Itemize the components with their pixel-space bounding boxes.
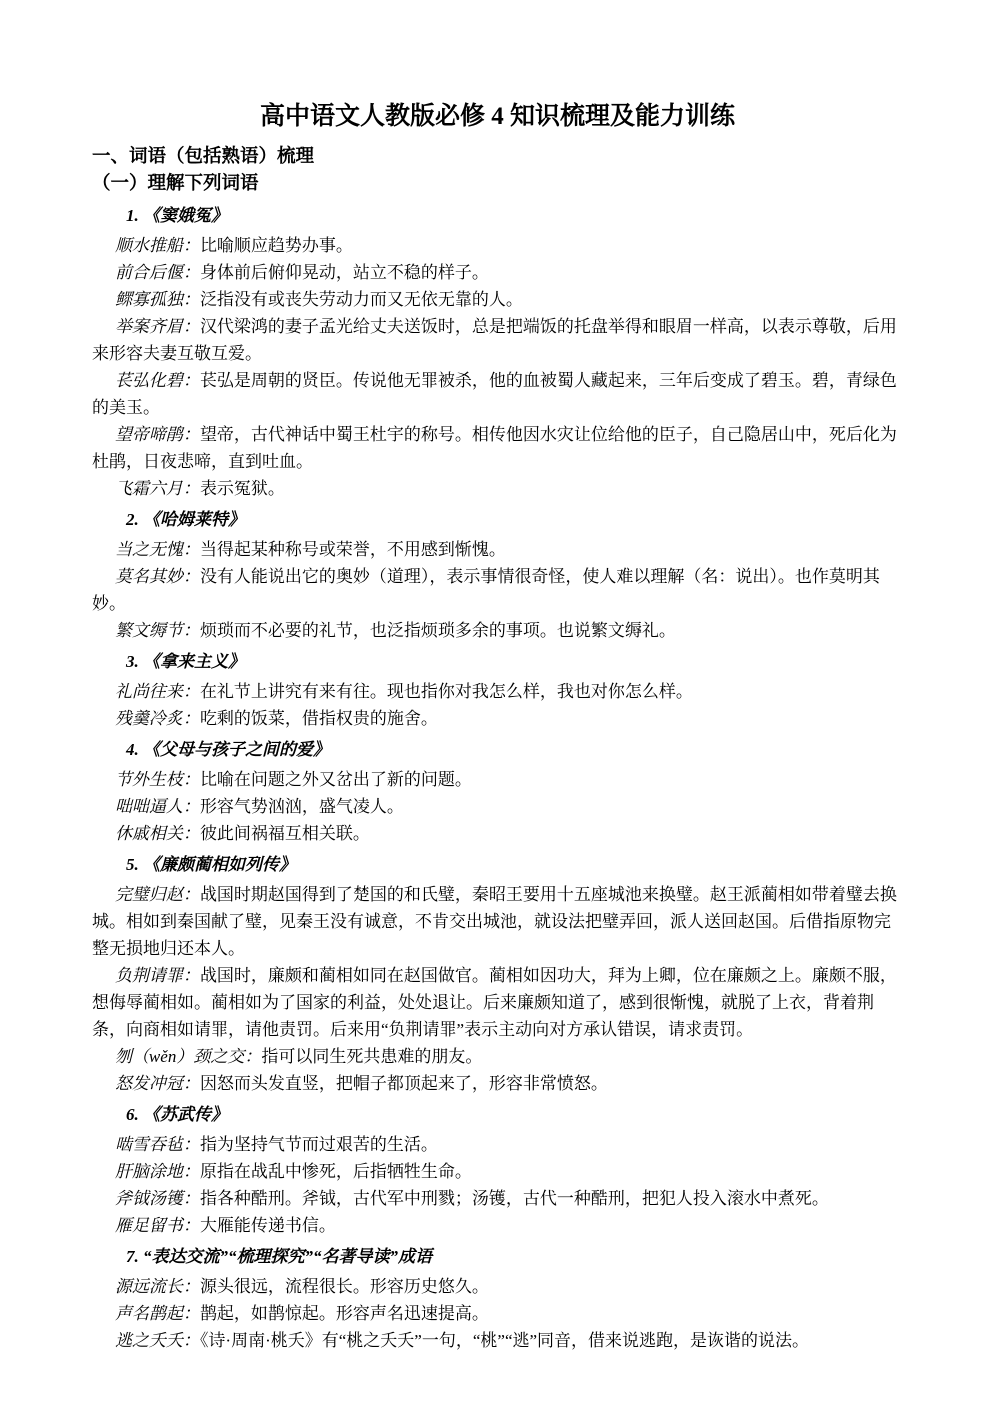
entry-term: 怒发冲冠： xyxy=(114,1074,200,1093)
entry xyxy=(92,881,903,962)
entry-term: 繁文缛节： xyxy=(114,621,200,640)
group-heading-7: 7. “表达交流”“梳理探究”“名著导读”成语 xyxy=(126,1247,432,1266)
entry-definition: 泛指没有或丧失劳动力而又无依无靠的人。 xyxy=(199,290,523,309)
entry-term: 咄咄逼人： xyxy=(114,797,200,816)
entry xyxy=(92,1212,903,1239)
section-heading: 一、词语（包括熟语）梳理 xyxy=(92,147,315,167)
entry-term: 完璧归赵： xyxy=(114,885,200,904)
entry-term: 逃之夭夭： xyxy=(114,1331,200,1350)
entry-term: 顺水推船： xyxy=(114,236,200,255)
entry-definition: 烦琐而不必要的礼节，也泛指烦琐多余的事项。也说繁文缛礼。 xyxy=(199,621,676,640)
entry-term: 节外生枝： xyxy=(114,770,200,789)
entry xyxy=(92,1158,903,1185)
entry-term: 苌弘化碧： xyxy=(114,371,200,390)
entry-definition: 指为坚持气节而过艰苦的生活。 xyxy=(199,1135,438,1154)
entry xyxy=(92,766,903,793)
entry-term: 当之无愧： xyxy=(114,540,200,559)
document-title: 高中语文人教版必修 4 知识梳理及能力训练 xyxy=(259,103,735,130)
group-heading-4: 4. 《父母与孩子之间的爱》 xyxy=(126,740,330,759)
entry-term: 举案齐眉： xyxy=(114,317,200,336)
entry-term: 声名鹊起： xyxy=(114,1304,200,1323)
entry-definition: 苌弘是周朝的贤臣。传说他无罪被杀，他的血被蜀人藏起来，三年后变成了碧玉。碧，青绿色的美玉。 xyxy=(92,371,897,417)
entry-definition: 没有人能说出它的奥妙（道理），表示事情很奇怪，使人难以理解（名：说出）。也作莫明其妙。 xyxy=(92,567,880,613)
entry xyxy=(92,563,903,617)
entry-term: 肝脑涂地： xyxy=(114,1162,200,1181)
entry-definition: 战国时，廉颇和蔺相如同在赵国做官。蔺相如因功大，拜为上卿，位在廉颇之上。廉颇不服，想侮辱蔺相如。蔺相如为了国家的利益，处处退让。后来廉颇知道了，感到很惭愧，就脱了上衣，背着荆条，向商相如请罪，请他责罚。后来用“负荆请罪”表示主动向对方承认错误，请求责罚。 xyxy=(92,966,897,1039)
entry-term: 鳏寡孤独： xyxy=(114,290,200,309)
entry-term: 前合后偃： xyxy=(114,263,200,282)
entry-definition: 指可以同生死共患难的朋友。 xyxy=(261,1047,483,1066)
entry-definition: 身体前后俯仰晃动，站立不稳的样子。 xyxy=(199,263,489,282)
entry-definition: 比喻在问题之外又岔出了新的问题。 xyxy=(199,770,472,789)
entry-definition: 比喻顺应趋势办事。 xyxy=(199,236,353,255)
entry-term: 休戚相关： xyxy=(114,824,200,843)
entry-definition: 原指在战乱中惨死，后指牺牲生命。 xyxy=(199,1162,472,1181)
entry xyxy=(92,678,903,705)
entry xyxy=(92,962,903,1043)
entry-definition: 彼此间祸福互相关联。 xyxy=(199,824,370,843)
entry-term: 源远流长： xyxy=(114,1277,200,1296)
entry-definition: 战国时期赵国得到了楚国的和氏璧，秦昭王要用十五座城池来换璧。赵王派蔺相如带着璧去换城。相如到秦国献了璧，见秦王没有诚意，不肯交出城池，就设法把璧弄回，派人送回赵国。后借指原物完整无损地归还本人。 xyxy=(92,885,897,958)
entry-definition: 吃剩的饭菜，借指权贵的施舍。 xyxy=(199,709,438,728)
entry-definition: 因怒而头发直竖，把帽子都顶起来了，形容非常愤怒。 xyxy=(199,1074,608,1093)
entry-term: 莫名其妙： xyxy=(114,567,200,586)
group-heading-5: 5. 《廉颇蔺相如列传》 xyxy=(126,855,296,874)
entry xyxy=(92,820,903,847)
entry-term: 残羹冷炙： xyxy=(114,709,200,728)
entry-definition: 《诗·周南·桃夭》有“桃之夭夭”一句，“桃”“逃”同音，借来说逃跑，是诙谐的说法。 xyxy=(199,1331,810,1350)
entry xyxy=(92,286,903,313)
entry xyxy=(92,1273,903,1300)
entry-term: 望帝啼鹃： xyxy=(114,425,200,444)
group-heading-1: 1. 《窦娥冤》 xyxy=(126,206,228,225)
entry xyxy=(92,1070,903,1097)
entry xyxy=(92,617,903,644)
entry xyxy=(92,421,903,475)
entry-term: 啮雪吞毡： xyxy=(114,1135,200,1154)
entry-definition: 指各种酷刑。斧钺，古代军中刑戮；汤镬，古代一种酷刑，把犯人投入滚水中煮死。 xyxy=(199,1189,829,1208)
group-heading-3: 3. 《拿来主义》 xyxy=(126,652,245,671)
entry xyxy=(92,367,903,421)
entry-definition: 望帝，古代神话中蜀王杜宇的称号。相传他因水灾让位给他的臣子，自己隐居山中，死后化为杜鹃，日夜悲啼，直到吐血。 xyxy=(92,425,897,471)
entry-definition: 源头很远，流程很长。形容历史悠久。 xyxy=(199,1277,489,1296)
group-heading-2: 2. 《哈姆莱特》 xyxy=(126,510,245,529)
entry-term: 礼尚往来： xyxy=(114,682,200,701)
subsection-heading: （一）理解下列词语 xyxy=(92,174,259,194)
entry xyxy=(92,536,903,563)
entry-term: 雁足留书： xyxy=(114,1216,200,1235)
entry-term: 飞霜六月： xyxy=(114,479,200,498)
entry xyxy=(92,313,903,367)
entry xyxy=(92,1043,903,1070)
entry xyxy=(92,259,903,286)
entry xyxy=(92,705,903,732)
entry xyxy=(92,1185,903,1212)
entry-term: 负荆请罪： xyxy=(114,966,200,985)
entry xyxy=(92,1131,903,1158)
entry-term: 刎（wěn）颈之交： xyxy=(114,1047,262,1066)
entry-definition: 表示冤狱。 xyxy=(199,479,285,498)
entry-definition: 大雁能传递书信。 xyxy=(199,1216,336,1235)
entry xyxy=(92,1327,903,1354)
entry-definition: 当得起某种称号或荣誉，不用感到惭愧。 xyxy=(199,540,506,559)
entry-definition: 鹊起，如鹊惊起。形容声名迅速提高。 xyxy=(199,1304,489,1323)
entry xyxy=(92,232,903,259)
entry xyxy=(92,793,903,820)
entry xyxy=(92,1300,903,1327)
entry xyxy=(92,475,903,502)
group-heading-6: 6. 《苏武传》 xyxy=(126,1105,228,1124)
entry-definition: 形容气势汹汹，盛气凌人。 xyxy=(199,797,404,816)
entry-definition: 在礼节上讲究有来有往。现也指你对我怎么样，我也对你怎么样。 xyxy=(199,682,693,701)
entry-term: 斧钺汤镬： xyxy=(114,1189,200,1208)
entry-definition: 汉代梁鸿的妻子孟光给丈夫送饭时，总是把端饭的托盘举得和眼眉一样高，以表示尊敬，后用来形容夫妻互敬互爱。 xyxy=(92,317,897,363)
